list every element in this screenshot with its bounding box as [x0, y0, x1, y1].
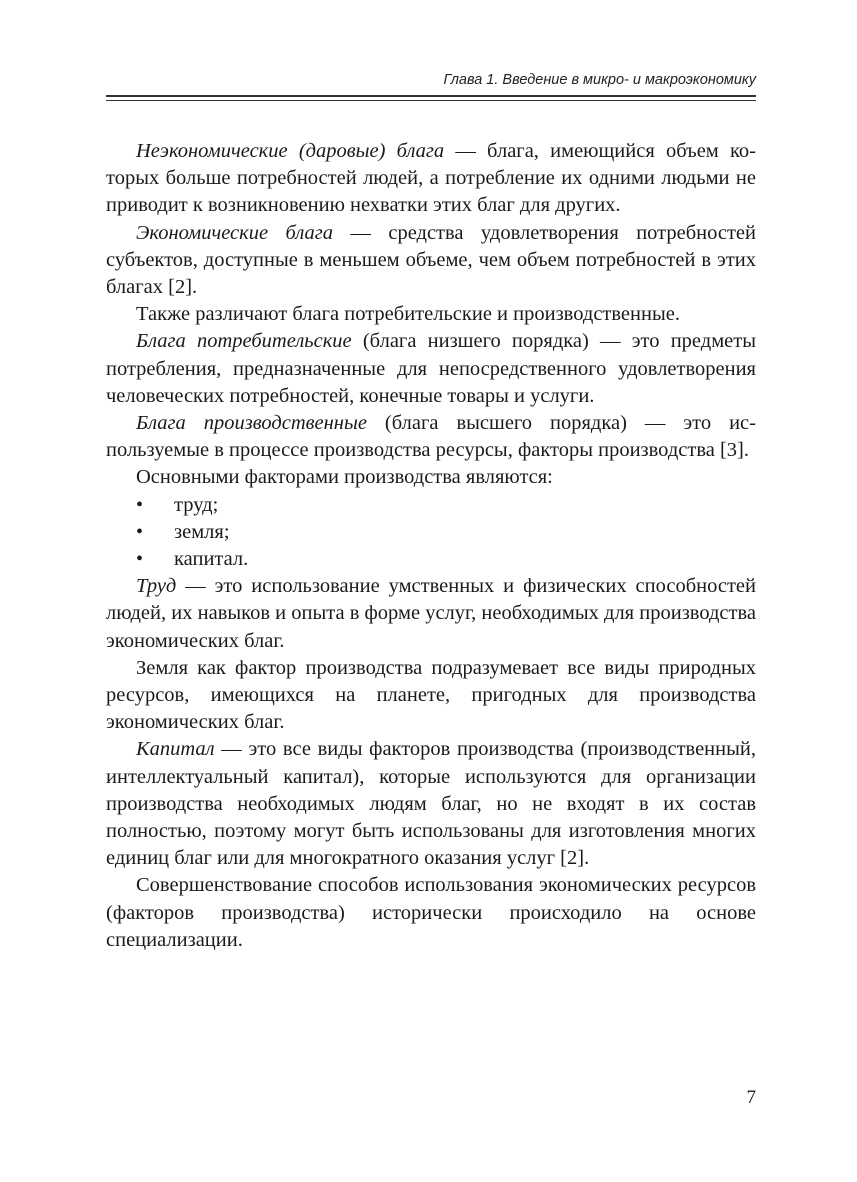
- paragraph-text: Также различают блага потребительские и производственные.: [136, 303, 680, 326]
- list-item: [106, 546, 756, 573]
- term-capital: Капитал: [136, 738, 215, 761]
- paragraph-text: — это все виды факторов производства (производственный, интеллектуальный капитал), которые используются для организации производства необходимых людям благ, но не входят в их состав полностью, поэтому могут быть использованы для изготовления многих единиц благ или для многократного оказания услуг [2].: [106, 738, 756, 870]
- paragraph-production-goods: [106, 410, 756, 464]
- paragraph-consumer-goods: [106, 328, 756, 410]
- paragraph-factors-intro: [106, 464, 756, 491]
- paragraph-noneconomic-goods: [106, 138, 756, 220]
- paragraph-land: [106, 655, 756, 737]
- paragraph-text: (блага низшего порядка) — это предметы потребления, предназначенные для непосредственного удовлетворения человеческих потребностей, конечные товары и услуги.: [106, 330, 756, 407]
- paragraph-specialization: [106, 872, 756, 954]
- list-item-text: капитал.: [174, 548, 249, 571]
- bullet-icon: •: [136, 548, 144, 571]
- running-header: Глава 1. Введение в микро- и макроэкономику: [443, 72, 756, 88]
- bullet-icon: •: [136, 520, 144, 543]
- page-number: 7: [746, 1087, 756, 1108]
- paragraph-text: — блага, имеющийся объем которых больше потребностей людей, а потребление их одними людьми не приводит к возникновению нехватки этих благ для других.: [106, 140, 756, 217]
- list-item-text: труд;: [174, 493, 219, 516]
- header-rule-thin: [106, 100, 756, 101]
- factors-list: [106, 492, 756, 574]
- paragraph-text: Совершенствование способов использования экономических ресурсов (факторов производства) исторически происходило на основе специализации.: [106, 874, 756, 951]
- paragraph-text: Земля как фактор производства подразумевает все виды природных ресурсов, имеющихся на планете, пригодных для производства экономических благ.: [106, 656, 756, 734]
- list-item: [106, 519, 756, 546]
- paragraph-labor: [106, 573, 756, 655]
- paragraph-text: — средства удовлетворения потребностей субъектов, доступные в меньшем объеме, чем объем потребностей в этих благах [2].: [106, 221, 756, 299]
- paragraph-economic-goods: [106, 220, 756, 302]
- list-item-text: земля;: [174, 520, 230, 543]
- term-consumer-goods: Блага потребительские: [136, 330, 352, 353]
- paragraph-goods-types: [106, 301, 756, 328]
- paragraph-text: — это использование умственных и физических способностей людей, их навыков и опыта в форме услуг, необходимых для производства экономических благ.: [106, 575, 756, 652]
- list-item: [106, 492, 756, 519]
- term-production-goods: Блага производственные: [136, 412, 367, 435]
- bullet-icon: •: [136, 493, 144, 516]
- page-body: [106, 138, 756, 954]
- term-economic-goods: Экономические блага: [136, 221, 334, 244]
- term-noneconomic-goods: Неэкономические (даровые) блага: [136, 140, 445, 162]
- header-rule-thick: [106, 95, 756, 97]
- paragraph-capital: [106, 736, 756, 872]
- paragraph-text: (блага высшего порядка) — это используемые в процессе производства ресурсы, факторы производства [3].: [106, 412, 756, 462]
- term-labor: Труд: [136, 575, 177, 598]
- paragraph-text: Основными факторами производства являются:: [136, 466, 553, 489]
